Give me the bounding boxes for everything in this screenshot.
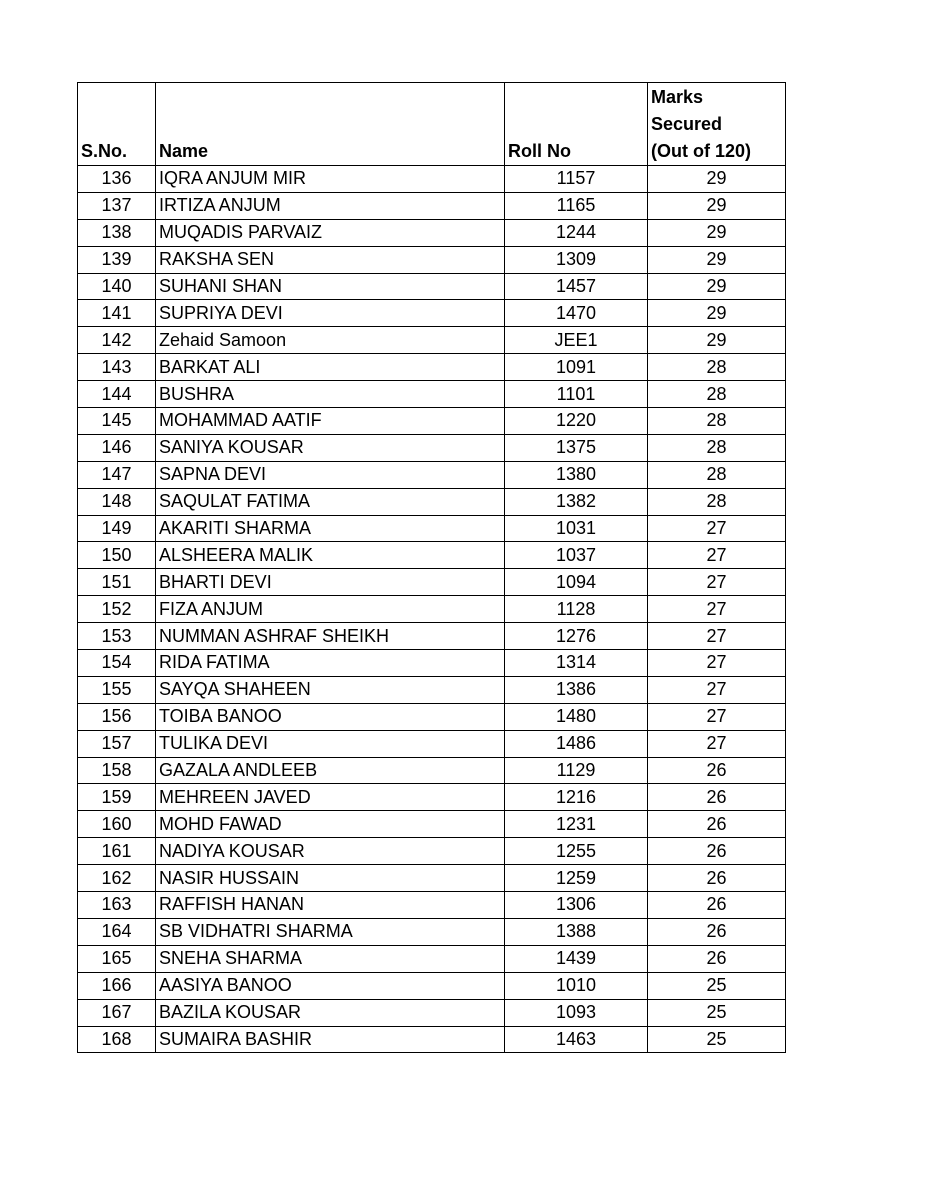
table-row [78,703,786,730]
table-row [78,892,786,919]
serial-number-cell: 162 [78,865,156,892]
serial-number-cell: 155 [78,676,156,703]
student-name-cell: SUPRIYA DEVI [156,300,505,327]
roll-number-cell: 1093 [505,999,648,1026]
student-name-cell: MEHREEN JAVED [156,784,505,811]
student-name-cell: SB VIDHATRI SHARMA [156,918,505,945]
marks-cell: 29 [648,300,786,327]
serial-number-cell: 160 [78,811,156,838]
roll-number-cell: 1309 [505,246,648,273]
serial-number-cell: 157 [78,730,156,757]
roll-number-cell: 1031 [505,515,648,542]
header-marks-secured [648,83,786,166]
serial-number-cell: 149 [78,515,156,542]
marks-cell: 29 [648,327,786,354]
table-row [78,784,786,811]
roll-number-cell: 1457 [505,273,648,300]
table-row [78,488,786,515]
marks-cell: 28 [648,488,786,515]
marks-cell: 28 [648,381,786,408]
roll-number-cell: 1314 [505,650,648,677]
student-name-cell: NUMMAN ASHRAF SHEIKH [156,623,505,650]
roll-number-cell: 1094 [505,569,648,596]
roll-number-cell: 1480 [505,703,648,730]
roll-number-cell: 1375 [505,434,648,461]
table-row [78,166,786,193]
table-row [78,569,786,596]
serial-number-cell: 153 [78,623,156,650]
student-name-cell: RAKSHA SEN [156,246,505,273]
table-row [78,918,786,945]
student-name-cell: ALSHEERA MALIK [156,542,505,569]
serial-number-cell: 139 [78,246,156,273]
student-name-cell: MOHAMMAD AATIF [156,408,505,435]
student-name-cell: TULIKA DEVI [156,730,505,757]
serial-number-cell: 164 [78,918,156,945]
serial-number-cell: 156 [78,703,156,730]
student-name-cell: IRTIZA ANJUM [156,192,505,219]
marks-cell: 27 [648,542,786,569]
header-roll-no: Roll No [505,83,648,166]
serial-number-cell: 166 [78,972,156,999]
roll-number-cell: 1231 [505,811,648,838]
marks-cell: 27 [648,650,786,677]
table-row [78,972,786,999]
marks-cell: 28 [648,434,786,461]
marks-cell: 27 [648,569,786,596]
student-name-cell: AKARITI SHARMA [156,515,505,542]
marks-cell: 28 [648,354,786,381]
marks-cell: 27 [648,515,786,542]
table-row [78,381,786,408]
serial-number-cell: 148 [78,488,156,515]
serial-number-cell: 163 [78,892,156,919]
serial-number-cell: 145 [78,408,156,435]
student-name-cell: NASIR HUSSAIN [156,865,505,892]
marks-cell: 25 [648,972,786,999]
serial-number-cell: 140 [78,273,156,300]
student-name-cell: BHARTI DEVI [156,569,505,596]
roll-number-cell: 1380 [505,461,648,488]
table-row [78,945,786,972]
student-name-cell: SUMAIRA BASHIR [156,1026,505,1053]
marks-cell: 26 [648,838,786,865]
roll-number-cell: 1486 [505,730,648,757]
table-row [78,219,786,246]
marks-cell: 26 [648,865,786,892]
serial-number-cell: 151 [78,569,156,596]
student-name-cell: SNEHA SHARMA [156,945,505,972]
serial-number-cell: 159 [78,784,156,811]
serial-number-cell: 146 [78,434,156,461]
table-row [78,542,786,569]
student-name-cell: MUQADIS PARVAIZ [156,219,505,246]
table-row [78,434,786,461]
student-name-cell: SAYQA SHAHEEN [156,676,505,703]
roll-number-cell: 1470 [505,300,648,327]
marks-cell: 26 [648,945,786,972]
roll-number-cell: 1220 [505,408,648,435]
marks-cell: 25 [648,1026,786,1053]
marks-cell: 27 [648,703,786,730]
serial-number-cell: 154 [78,650,156,677]
student-name-cell: FIZA ANJUM [156,596,505,623]
student-name-cell: AASIYA BANOO [156,972,505,999]
marks-cell: 27 [648,596,786,623]
marks-cell: 29 [648,192,786,219]
roll-number-cell: 1255 [505,838,648,865]
serial-number-cell: 138 [78,219,156,246]
student-name-cell: MOHD FAWAD [156,811,505,838]
marks-cell: 29 [648,273,786,300]
marks-cell: 26 [648,757,786,784]
table-row [78,676,786,703]
serial-number-cell: 144 [78,381,156,408]
student-name-cell: SANIYA KOUSAR [156,434,505,461]
student-name-cell: RAFFISH HANAN [156,892,505,919]
student-name-cell: BAZILA KOUSAR [156,999,505,1026]
table-row [78,461,786,488]
roll-number-cell: 1276 [505,623,648,650]
marks-cell: 25 [648,999,786,1026]
student-name-cell: SUHANI SHAN [156,273,505,300]
roll-number-cell: 1388 [505,918,648,945]
table-row [78,757,786,784]
table-row [78,408,786,435]
roll-number-cell: 1386 [505,676,648,703]
header-row [78,83,786,166]
header-name: Name [156,83,505,166]
table-header [78,83,786,166]
header-sno: S.No. [78,83,156,166]
marks-cell: 29 [648,219,786,246]
marks-cell: 26 [648,784,786,811]
roll-number-cell: 1157 [505,166,648,193]
marks-cell: 27 [648,623,786,650]
roll-number-cell: 1244 [505,219,648,246]
roll-number-cell: 1010 [505,972,648,999]
serial-number-cell: 158 [78,757,156,784]
roll-number-cell: 1259 [505,865,648,892]
student-name-cell: NADIYA KOUSAR [156,838,505,865]
table-row [78,838,786,865]
marks-cell: 26 [648,892,786,919]
marks-cell: 28 [648,408,786,435]
student-name-cell: IQRA ANJUM MIR [156,166,505,193]
serial-number-cell: 142 [78,327,156,354]
marks-cell: 29 [648,166,786,193]
table-row [78,515,786,542]
serial-number-cell: 168 [78,1026,156,1053]
serial-number-cell: 147 [78,461,156,488]
student-name-cell: TOIBA BANOO [156,703,505,730]
student-name-cell: Zehaid Samoon [156,327,505,354]
table-row [78,327,786,354]
roll-number-cell: 1165 [505,192,648,219]
header-marks-line1: Marks [651,87,704,107]
student-name-cell: RIDA FATIMA [156,650,505,677]
roll-number-cell: 1216 [505,784,648,811]
table-row [78,650,786,677]
table-row [78,1026,786,1053]
table-row [78,192,786,219]
table-row [78,596,786,623]
marks-cell: 28 [648,461,786,488]
table-row [78,246,786,273]
table-row [78,273,786,300]
table-row [78,999,786,1026]
table-row [78,354,786,381]
table-row [78,730,786,757]
serial-number-cell: 143 [78,354,156,381]
table-row [78,865,786,892]
roll-number-cell: 1037 [505,542,648,569]
serial-number-cell: 167 [78,999,156,1026]
serial-number-cell: 137 [78,192,156,219]
marks-cell: 26 [648,918,786,945]
serial-number-cell: 152 [78,596,156,623]
serial-number-cell: 161 [78,838,156,865]
roll-number-cell: 1091 [505,354,648,381]
roll-number-cell: 1306 [505,892,648,919]
table-row [78,300,786,327]
student-name-cell: SAQULAT FATIMA [156,488,505,515]
results-table [77,82,786,1053]
serial-number-cell: 165 [78,945,156,972]
roll-number-cell: 1382 [505,488,648,515]
marks-cell: 27 [648,730,786,757]
roll-number-cell: 1129 [505,757,648,784]
header-marks-line3: (Out of 120) [651,141,752,161]
marks-cell: 27 [648,676,786,703]
serial-number-cell: 136 [78,166,156,193]
marks-cell: 26 [648,811,786,838]
student-name-cell: GAZALA ANDLEEB [156,757,505,784]
table-row [78,623,786,650]
roll-number-cell: 1128 [505,596,648,623]
student-name-cell: SAPNA DEVI [156,461,505,488]
student-name-cell: BUSHRA [156,381,505,408]
table-row [78,811,786,838]
roll-number-cell: 1101 [505,381,648,408]
table-body [78,166,786,1053]
header-marks-line2: Secured [651,114,723,134]
roll-number-cell: JEE1 [505,327,648,354]
student-name-cell: BARKAT ALI [156,354,505,381]
marks-cell: 29 [648,246,786,273]
roll-number-cell: 1463 [505,1026,648,1053]
serial-number-cell: 141 [78,300,156,327]
serial-number-cell: 150 [78,542,156,569]
roll-number-cell: 1439 [505,945,648,972]
